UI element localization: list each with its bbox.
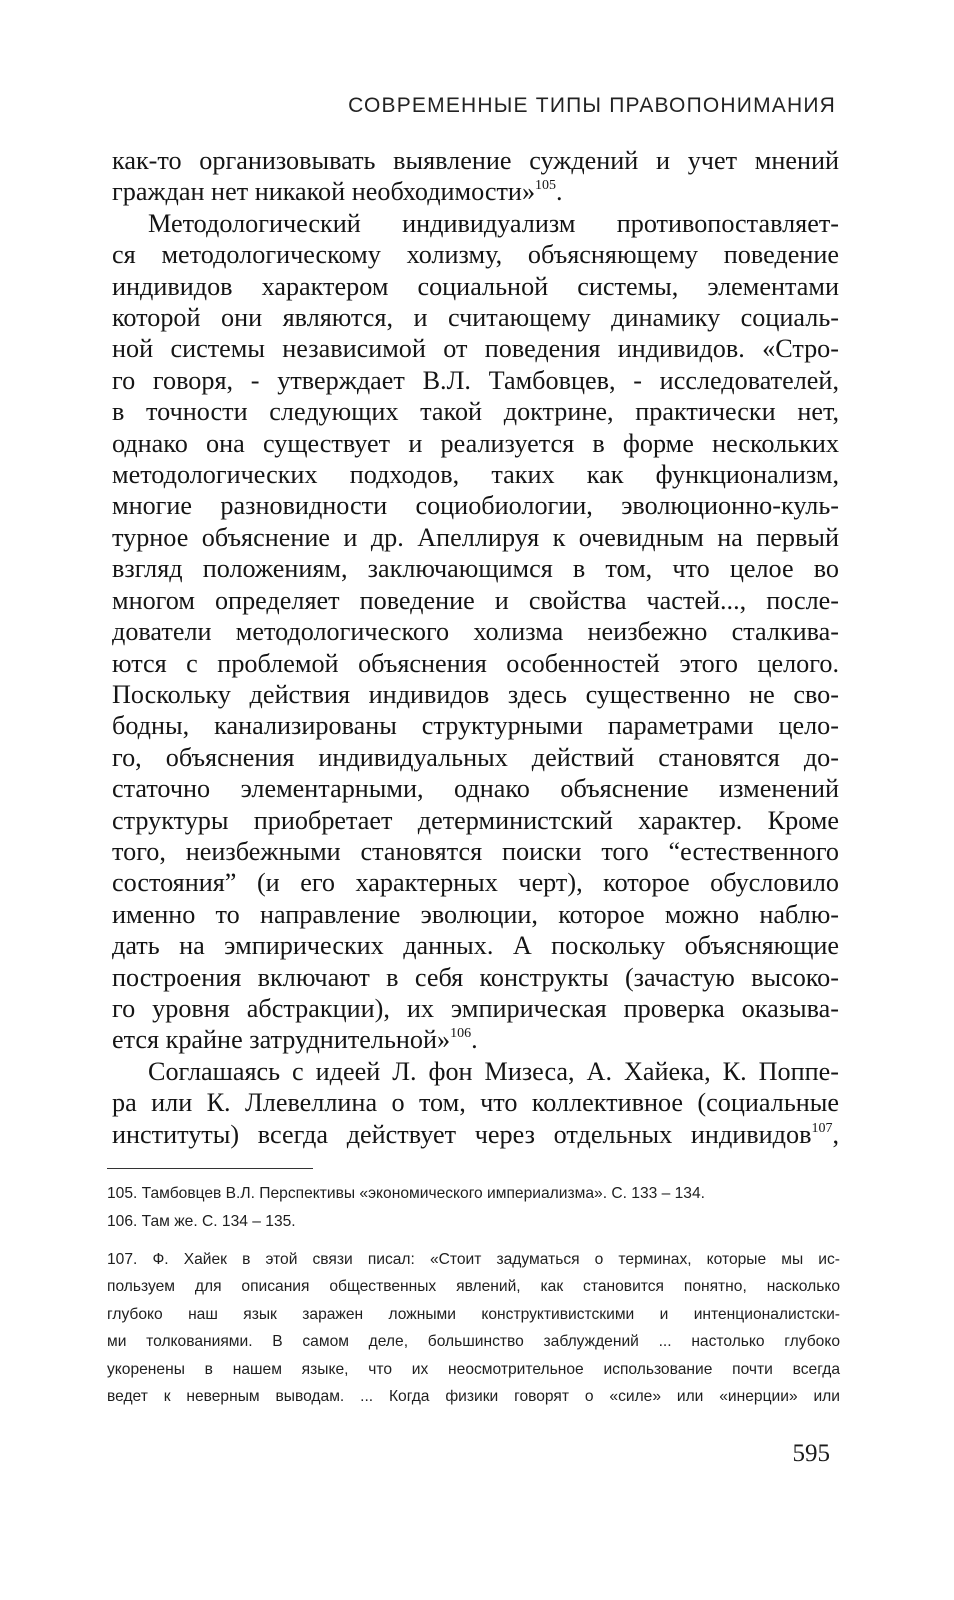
text-line: однако она существует и реализуется в форме нескольких — [112, 428, 839, 458]
paragraph — [112, 145, 839, 176]
punctuation: . — [471, 1025, 478, 1055]
footnote-line: ведет к неверным выводам. ... Когда физики говорят о «силе» или «инерции» или — [107, 1388, 840, 1406]
text-line: институты) всегда действует через отдельных индивидов — [112, 1119, 812, 1149]
page-number: 595 — [792, 1440, 830, 1467]
footnote-line: пользуем для описания общественных явлений, как становится понятно, насколько — [107, 1278, 840, 1296]
running-head: СОВРЕМЕННЫЕ ТИПЫ ПРАВОПОНИМАНИЯ — [348, 94, 836, 117]
text-line: взгляд положениям, заключающимся в том, что целое во — [112, 554, 839, 584]
text-line: индивидов характером социальной системы, элементами — [112, 271, 839, 301]
paragraph-end — [112, 1024, 839, 1055]
text-line: Поскольку действия индивидов здесь существенно не сво- — [112, 679, 839, 709]
footnote-line: укоренены в нашем языке, что их неосмотрительное использование почти всегда — [107, 1360, 840, 1378]
footnote-line: глубоко наш язык заражен ложными конструктивистскими и интенционалистски- — [107, 1305, 840, 1323]
text-line: дователи методологического холизма неизбежно сталкива- — [112, 617, 839, 647]
text-line: структуры приобретает детерминистский характер. Кроме — [112, 805, 839, 835]
footnote-105: 105. Тамбовцев В.Л. Перспективы «экономического империализма». С. 133 – 134. — [107, 1185, 705, 1202]
footnote-gap — [107, 1236, 840, 1246]
footnote-line: ми толкованиями. В самом деле, большинство заблуждений ... настолько глубоко — [107, 1333, 840, 1351]
text-line: статочно элементарными, однако объяснение изменений — [112, 774, 839, 804]
text-line: Методологический индивидуализм противопоставляет- — [148, 208, 839, 238]
text-line: го говоря, - утверждает В.Л. Тамбовцев, - исследователей, — [112, 365, 839, 395]
text-line: в точности следующих такой доктрине, практически нет, — [112, 397, 839, 427]
footnotes — [107, 1180, 840, 1410]
text-line: именно то направление эволюции, которое можно наблю- — [112, 899, 839, 929]
footnote-ref: 107 — [811, 1120, 833, 1136]
paragraph — [112, 1056, 839, 1087]
footnote-separator — [107, 1168, 313, 1169]
text-line: того, неизбежными становятся поиски того “естественного — [112, 836, 839, 866]
text-line: состояния” (и его характерных черт), которое обусловило — [112, 868, 839, 898]
footnote-ref: 106 — [450, 1026, 472, 1042]
text-line: бодны, канализированы структурными параметрами цело- — [112, 711, 839, 741]
text-line: турное объяснение и др. Апеллируя к очевидным на первый — [112, 522, 839, 552]
footnote-106: 106. Там же. С. 134 – 135. — [107, 1213, 296, 1230]
text-line: которой они являются, и считающему динамику социаль- — [112, 303, 839, 333]
text-line: ной системы независимой от поведения индивидов. «Стро- — [112, 334, 839, 364]
main-text — [112, 145, 839, 1150]
text-line: го уровня абстракции), их эмпирическая проверка оказыва- — [112, 993, 839, 1023]
text-line: многом определяет поведение и свойства частей..., после- — [112, 585, 839, 615]
text-line: построения включают в себя конструкты (зачастую высоко- — [112, 962, 839, 992]
text-line: Соглашаясь с идеей Л. фон Мизеса, А. Хайека, К. Поппе- — [148, 1056, 839, 1086]
punctuation: , — [832, 1119, 839, 1149]
text-line: ется крайне затруднительной» — [112, 1025, 451, 1055]
text-line: го, объяснения индивидуальных действий становятся до- — [112, 742, 839, 772]
footnote-107 — [107, 1246, 840, 1410]
text-line: ются с проблемой объяснения особенностей этого целого. — [112, 648, 839, 678]
text-line: ра или К. Ллевеллина о том, что коллективное (социальные — [112, 1088, 839, 1118]
text-line: методологических подходов, таких как функционализм, — [112, 460, 839, 490]
footnote-line: 107. Ф. Хайек в этой связи писал: «Стоит задуматься о терминах, которые мы ис- — [107, 1251, 840, 1268]
paragraph-line-with-ref — [112, 1119, 839, 1150]
text-line: многие разновидности социобиологии, эволюционно-куль- — [112, 491, 839, 521]
paragraph — [112, 176, 839, 207]
text-line: ся методологическому холизму, объясняющему поведение — [112, 240, 839, 270]
text-line: дать на эмпирических данных. А поскольку объясняющие — [112, 931, 839, 961]
footnote-ref: 105 — [535, 178, 557, 194]
punctuation: . — [556, 177, 563, 207]
text-line: как-то организовывать выявление суждений и учет мнений — [112, 146, 839, 175]
paragraph — [112, 208, 839, 239]
text-line: граждан нет никакой необходимости» — [112, 177, 536, 207]
